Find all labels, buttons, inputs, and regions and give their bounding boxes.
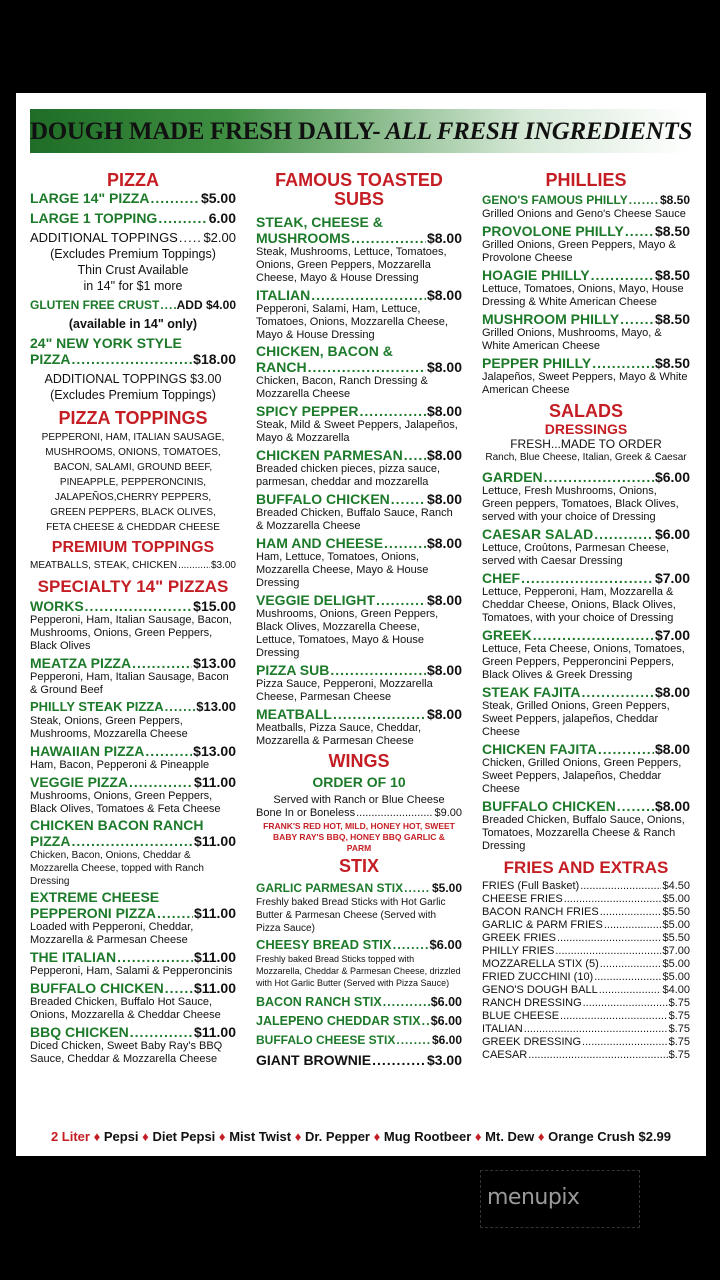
sub-chicken-parmesan: CHICKEN PARMESAN ..... $8.00 Breaded chicken pieces, pizza sauce, parmesan, cheddar and mozzarella bbox=[256, 447, 462, 489]
fries-row: ITALIAN ..... $.75 bbox=[482, 1023, 690, 1036]
salad-greek: GREEK ..... $7.00 Lettuce, Feta Cheese, Onions, Tomatoes, Green Peppers, Pepperoncini Peppers, Black Olives & Greek Dressing bbox=[482, 627, 690, 682]
fries-row: FRIED ZUCCHINI (10) ..... $5.00 bbox=[482, 971, 690, 984]
toppings-list: PEPPERONI, HAM, ITALIAN SAUSAGE, MUSHROOMS, ONIONS, TOMATOES, BACON, SALAMI, GROUND BEEF, PINEAPPLE, PEPPERONCINIS, JALAPEÑOS,CHERRY PEPPERS, GREEN PEPPERS, BLACK OLIVES, FETA CHEESE & CHEDDAR CHEESE bbox=[41, 432, 225, 533]
fries-row: FRIES (Full Basket) ..... $4.50 bbox=[482, 880, 690, 893]
pizza-toppings-heading: PIZZA TOPPINGS bbox=[58, 408, 208, 428]
fries-heading: FRIES AND EXTRAS bbox=[503, 858, 669, 877]
salad-steak-fajita: STEAK FAJITA ..... $8.00 Steak, Grilled Onions, Green Peppers, Sweet Peppers, jalapeños, Cheddar Cheese bbox=[482, 684, 690, 739]
giant-brownie: GIANT BROWNIE ..... $3.00 bbox=[256, 1052, 462, 1068]
ny-style-title: 24" NEW YORK STYLE bbox=[30, 335, 182, 351]
drinks-line: 2 Liter ♦ Pepsi ♦ Diet Pepsi ♦ Mist Twist ♦ Dr. Pepper ♦ Mug Rootbeer ♦ Mt. Dew ♦ Orange Crush $2.99 bbox=[50, 1129, 672, 1144]
ny-style-row: PIZZA ..... $18.00 bbox=[30, 351, 236, 367]
drink-price: $2.99 bbox=[638, 1129, 672, 1144]
sub-italian: ITALIAN ..... $8.00 Pepperoni, Salami, Ham, Lettuce, Tomatoes, Onions, Mozzarella Cheese, Mayo & House Dressing bbox=[256, 287, 462, 342]
wings-served: Served with Ranch or Blue Cheese bbox=[273, 794, 445, 806]
specialty-bbq-chicken: BBQ CHICKEN ..... $11.00 Diced Chicken, Sweet Baby Ray's BBQ Sauce, Cheddar & Mozzarella Cheese bbox=[30, 1024, 236, 1066]
banner-title: DOUGH MADE FRESH DAILY- ALL FRESH INGREDIENTS bbox=[30, 118, 693, 145]
sub-spicy-pepper: SPICY PEPPER ..... $8.00 Steak, Mild & Sweet Peppers, Jalapeños, Mayo & Mozzarella bbox=[256, 403, 462, 445]
premium-toppings-heading: PREMIUM TOPPINGS bbox=[51, 539, 215, 556]
additional-toppings-row: ADDITIONAL TOPPINGS ..... $2.00 bbox=[30, 230, 236, 246]
specialty-veggie: VEGGIE PIZZA ..... $11.00 Mushrooms, Onions, Green Peppers, Black Olives, Tomatoes & Feta Cheese bbox=[30, 774, 236, 816]
specialty-meatza: MEATZA PIZZA ..... $13.00 Pepperoni, Ham, Italian Sausage, Bacon & Ground Beef bbox=[30, 655, 236, 697]
fries-list bbox=[482, 880, 690, 1062]
column-subs bbox=[256, 171, 462, 1068]
fries-row: PHILLY FRIES ..... $7.00 bbox=[482, 945, 690, 958]
salad-garden: GARDEN ..... $6.00 Lettuce, Fresh Mushrooms, Onions, Green peppers, Tomatoes, Black Olives, served with your choice of Dressing bbox=[482, 469, 690, 524]
salad-chicken-fajita: CHICKEN FAJITA ..... $8.00 Chicken, Grilled Onions, Green Peppers, Sweet Peppers, Jalapeños, Cheddar Cheese bbox=[482, 741, 690, 796]
thin-crust-line1: Thin Crust Available bbox=[77, 263, 189, 277]
thin-crust-line2: in 14" for $1 more bbox=[83, 279, 183, 293]
subs-heading-line2: SUBS bbox=[333, 189, 384, 209]
fries-row: GREEK DRESSING ..... $.75 bbox=[482, 1036, 690, 1049]
column-pizza bbox=[30, 171, 236, 1066]
stix-bacon-ranch: BACON RANCH STIX ..... $6.00 bbox=[256, 994, 462, 1010]
philly-genos: GENO'S FAMOUS PHILLY ..... $8.50 Grilled Onions and Geno's Cheese Sauce bbox=[482, 192, 690, 221]
fries-row: RANCH DRESSING ..... $.75 bbox=[482, 997, 690, 1010]
header-banner bbox=[30, 109, 693, 153]
fries-row: GREEK FRIES ..... $5.50 bbox=[482, 932, 690, 945]
philly-provolone: PROVOLONE PHILLY ..... $8.50 Grilled Onions, Green Peppers, Mayo & Provolone Cheese bbox=[482, 223, 690, 265]
stix-garlic: GARLIC PARMESAN STIX ..... $5.00 Freshly baked Bread Sticks with Hot Garlic Butter & Parmesan Cheese (Served with Pizza Sauce) bbox=[256, 880, 462, 935]
fries-row: CAESAR ..... $.75 bbox=[482, 1049, 690, 1062]
phillies-heading: PHILLIES bbox=[545, 170, 627, 190]
stix-jalepeno: JALEPENO CHEDDAR STIX ..... $6.00 bbox=[256, 1013, 462, 1029]
salad-buffalo-chicken: BUFFALO CHICKEN ..... $8.00 Breaded Chicken, Buffalo Sauce, Onions, Tomatoes, Mozzarella Cheese & Ranch Dressing bbox=[482, 798, 690, 853]
specialty-chicken-bacon-ranch: CHICKEN BACON RANCH PIZZA ..... $11.00 Chicken, Bacon, Onions, Cheddar & Mozzarella Cheese, topped with Ranch Dressing bbox=[30, 818, 236, 888]
salad-chef: CHEF ..... $7.00 Lettuce, Pepperoni, Ham, Mozzarella & Cheddar Cheese, Onions, Black Olives, Tomatoes, with your choice of Dressing bbox=[482, 570, 690, 625]
sub-ham-cheese: HAM AND CHEESE ..... $8.00 Ham, Lettuce, Tomatoes, Onions, Mozzarella Cheese, Mayo & House Dressing bbox=[256, 535, 462, 590]
salad-caesar: CAESAR SALAD ..... $6.00 Lettuce, Croûtons, Parmesan Cheese, served with Caesar Dressing bbox=[482, 526, 690, 568]
specialty-buffalo-chicken: BUFFALO CHICKEN ..... $11.00 Breaded Chicken, Buffalo Hot Sauce, Onions, Mozzarella & Cheddar Cheese bbox=[30, 980, 236, 1022]
wings-bone-row: Bone In or Boneless ..... $9.00 bbox=[256, 807, 462, 820]
ny-additional: ADDITIONAL TOPPINGS $3.00 bbox=[44, 372, 222, 386]
fries-row: BLUE CHEESE ..... $.75 bbox=[482, 1010, 690, 1023]
fresh-made: FRESH...MADE TO ORDER bbox=[510, 437, 662, 451]
premium-toppings-row: MEATBALLS, STEAK, CHICKEN ..... $3.00 bbox=[30, 559, 236, 572]
philly-hoagie: HOAGIE PHILLY ..... $8.50 Lettuce, Tomatoes, Onions, Mayo, House Dressing & White American Cheese bbox=[482, 267, 690, 309]
specialty-heading: SPECIALTY 14" PIZZAS bbox=[37, 577, 229, 596]
ny-excludes: (Excludes Premium Toppings) bbox=[50, 388, 216, 402]
stix-buffalo: BUFFALO CHEESE STIX ..... $6.00 bbox=[256, 1032, 462, 1048]
excludes-premium: (Excludes Premium Toppings) bbox=[50, 247, 216, 261]
column-phillies bbox=[482, 171, 690, 1062]
sub-pizza: PIZZA SUB ..... $8.00 Pizza Sauce, Pepperoni, Mozzarella Cheese, Parmesan Cheese bbox=[256, 662, 462, 704]
sub-buffalo-chicken: BUFFALO CHICKEN ..... $8.00 Breaded Chicken, Buffalo Sauce, Ranch & Mozzarella Cheese bbox=[256, 491, 462, 533]
specialty-extreme-cheese: EXTREME CHEESE PEPPERONI PIZZA ..... $11.00 Loaded with Pepperoni, Cheddar, Mozzarella & Parmesan Cheese bbox=[30, 890, 236, 947]
fries-row: CHEESE FRIES ..... $5.00 bbox=[482, 893, 690, 906]
sub-steak-cheese: STEAK, CHEESE & MUSHROOMS ..... $8.00 Steak, Mushrooms, Lettuce, Tomatoes, Onions, Green Peppers, Mozzarella Cheese, Mayo & House Dressing bbox=[256, 215, 462, 285]
subs-heading-line1: FAMOUS TOASTED bbox=[275, 170, 443, 190]
sub-chicken-bacon-ranch: CHICKEN, BACON & RANCH ..... $8.00 Chicken, Bacon, Ranch Dressing & Mozzarella Cheese bbox=[256, 344, 462, 401]
wings-order: ORDER OF 10 bbox=[312, 774, 406, 790]
philly-mushroom: MUSHROOM PHILLY ..... $8.50 Grilled Onions, Mushrooms, Mayo, & White American Cheese bbox=[482, 311, 690, 353]
sub-veggie-delight: VEGGIE DELIGHT ..... $8.00 Mushrooms, Onions, Green Peppers, Black Olives, Mozzarella Cheese, Lettuce, Tomatoes, Mayo & House Dressing bbox=[256, 592, 462, 660]
stix-heading: STIX bbox=[338, 856, 379, 876]
pizza-heading: PIZZA bbox=[107, 170, 159, 190]
gluten-free-note: (available in 14" only) bbox=[68, 317, 198, 331]
stix-cheesy: CHEESY BREAD STIX ..... $6.00 Freshly baked Bread Sticks topped with Mozzarella, Cheddar & Parmesan Cheese, drizzled with Hot Garlic Butter (Served with Pizza Sauce) bbox=[256, 937, 462, 989]
fries-row: GENO'S DOUGH BALL ..... $4.00 bbox=[482, 984, 690, 997]
gluten-free-row: GLUTEN FREE CRUST ..... ADD $4.00 bbox=[30, 297, 236, 313]
dressing-list: Ranch, Blue Cheese, Italian, Greek & Caesar bbox=[485, 452, 687, 463]
fries-row: BACON RANCH FRIES ..... $5.50 bbox=[482, 906, 690, 919]
menu-page bbox=[16, 93, 706, 1156]
large-pizza-row: LARGE 14" PIZZA ..... $5.00 bbox=[30, 190, 236, 206]
specialty-works: WORKS ..... $15.00 Pepperoni, Ham, Italian Sausage, Bacon, Mushrooms, Onions, Green Peppers, Black Olives bbox=[30, 598, 236, 653]
specialty-philly-steak: PHILLY STEAK PIZZA ..... $13.00 Steak, Onions, Green Peppers, Mushrooms, Mozzarella Cheese bbox=[30, 699, 236, 741]
dressings-heading: DRESSINGS bbox=[544, 421, 628, 437]
specialty-italian: THE ITALIAN ..... $11.00 Pepperoni, Ham, Salami & Pepperoncinis bbox=[30, 949, 236, 978]
wings-flavors: FRANK'S RED HOT, MILD, HONEY HOT, SWEET BABY RAY'S BBQ, HONEY BBQ GARLIC & PARM bbox=[263, 821, 455, 853]
wings-heading: WINGS bbox=[328, 751, 390, 771]
fries-row: GARLIC & PARM FRIES ..... $5.00 bbox=[482, 919, 690, 932]
specialty-hawaiian: HAWAIIAN PIZZA ..... $13.00 Ham, Bacon, Pepperoni & Pineapple bbox=[30, 743, 236, 772]
menupix-watermark: menupix bbox=[480, 1170, 640, 1228]
large-topping-row: LARGE 1 TOPPING ..... 6.00 bbox=[30, 210, 236, 226]
salads-heading: SALADS bbox=[548, 401, 623, 421]
fries-row: MOZZARELLA STIX (5) ..... $5.00 bbox=[482, 958, 690, 971]
drink-size: 2 Liter bbox=[50, 1129, 90, 1144]
sub-meatball: MEATBALL ..... $8.00 Meatballs, Pizza Sauce, Cheddar, Mozzarella & Parmesan Cheese bbox=[256, 706, 462, 748]
philly-pepper: PEPPER PHILLY ..... $8.50 Jalapeños, Sweet Peppers, Mayo & White American Cheese bbox=[482, 355, 690, 397]
